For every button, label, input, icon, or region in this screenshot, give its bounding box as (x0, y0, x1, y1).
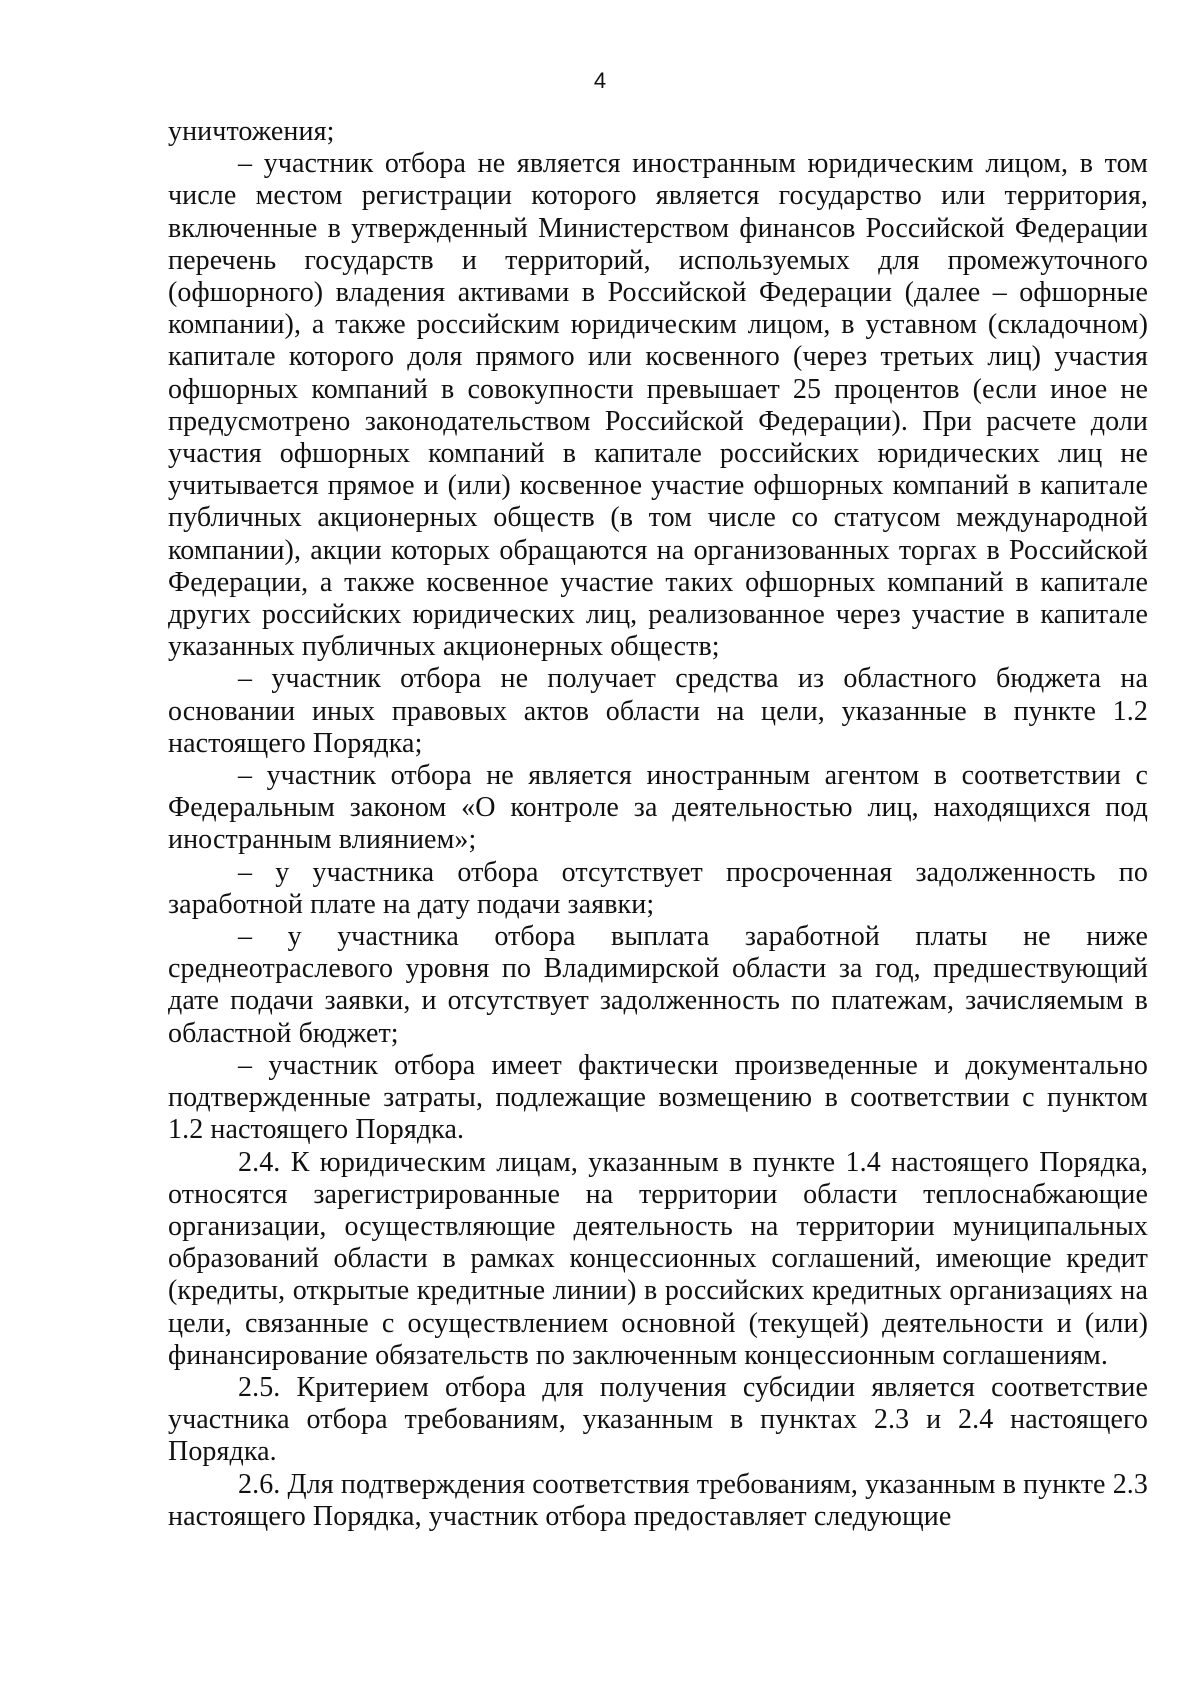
paragraph-wage-arrears-requirement: – у участника отбора отсутствует просроченная задолженность по заработной плате на дату подачи заявки; (168, 856, 1148, 920)
paragraph-section-2-4: 2.4. К юридическим лицам, указанным в пункте 1.4 настоящего Порядка, относятся зарегистрированные на территории области теплоснабжающие организации, осуществляющие деятельность на территории муниципальных образований области в рамках концессионных соглашений, имеющие кредит (кредиты, открытые кредитные линии) в российских кредитных организациях на цели, связанные с осуществлением основной (текущей) деятельности и (или) финансирование обязательств по заключенным концессионным соглашениям. (168, 1146, 1148, 1371)
paragraph-offshore-requirement: – участник отбора не является иностранным юридическим лицом, в том числе местом регистрации которого является государство или территория, включенные в утвержденный Министерством финансов Российской Федерации перечень государств и территорий, используемых для промежуточного (офшорного) владения активами в Российской Федерации (далее – офшорные компании), а также российским юридическим лицом, в уставном (складочном) капитале которого доля прямого или косвенного (через третьих лиц) участия офшорных компаний в совокупности превышает 25 процентов (если иное не предусмотрено законодательством Российской Федерации). При расчете доли участия офшорных компаний в капитале российских юридических лиц не учитывается прямое и (или) косвенное участие офшорных компаний в капитале публичных акционерных обществ (в том числе со статусом международной компании), акции которых обращаются на организованных торгах в Российской Федерации, а также косвенное участие таких офшорных компаний в капитале других российских юридических лиц, реализованное через участие в капитале указанных публичных акционерных обществ; (168, 148, 1148, 663)
paragraph-costs-requirement: – участник отбора имеет фактически произведенные и документально подтвержденные затраты, подлежащие возмещению в соответствии с пунктом 1.2 настоящего Порядка. (168, 1049, 1148, 1146)
paragraph-budget-funds-requirement: – участник отбора не получает средства из областного бюджета на основании иных правовых актов области на цели, указанные в пункте 1.2 настоящего Порядка; (168, 663, 1148, 759)
page-number: 4 (593, 68, 607, 93)
paragraph-section-2-5: 2.5. Критерием отбора для получения субсидии является соответствие участника отбора требованиям, указанным в пунктах 2.3 и 2.4 настоящего Порядка. (168, 1371, 1148, 1468)
paragraph-section-2-6: 2.6. Для подтверждения соответствия требованиям, указанным в пункте 2.3 настоящего Порядка, участник отбора предоставляет следующие (168, 1468, 1148, 1532)
paragraph-continuation: уничтожения; (168, 116, 335, 147)
document-body (168, 116, 1148, 1533)
paragraph-wage-level-requirement: – у участника отбора выплата заработной платы не ниже среднеотраслевого уровня по Владимирской области за год, предшествующий дате подачи заявки, и отсутствует задолженность по платежам, зачисляемым в областной бюджет; (168, 921, 1148, 1049)
paragraph-foreign-agent-requirement: – участник отбора не является иностранным агентом в соответствии с Федеральным законом «О контроле за деятельностью лиц, находящихся под иностранным влиянием»; (168, 760, 1148, 856)
